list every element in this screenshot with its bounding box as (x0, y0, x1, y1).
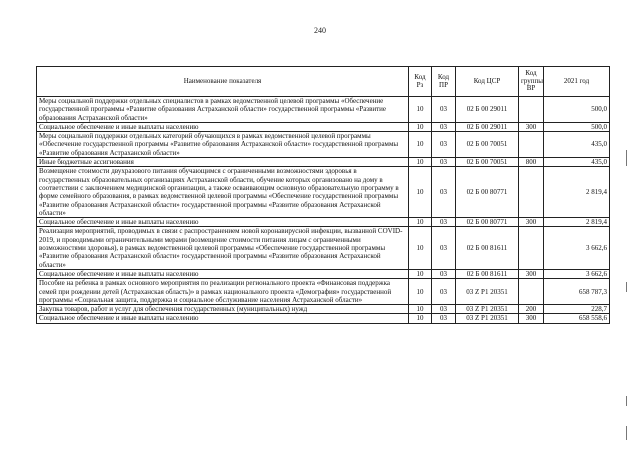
row-rz: 10 (409, 227, 432, 269)
row-rz: 10 (409, 269, 432, 278)
page-number: 240 (314, 26, 326, 35)
row-csr: 02 Б 00 81611 (456, 269, 519, 278)
row-csr: 02 Б 00 29011 (456, 122, 519, 131)
row-rz: 10 (409, 167, 432, 218)
row-name: Пособие на ребенка в рамках основного мероприятия по реализации регионального проекта «Финансовая поддержка семей при рождении детей (Астраханская область)» в рамках национального проекта «Демография» государственной программы «Социальная защита, поддержка и социальное обслуживание населения Астраханской области» (37, 279, 409, 305)
row-vr (519, 227, 544, 269)
table-row (37, 227, 610, 269)
row-rz: 10 (409, 279, 432, 305)
row-name: Возмещение стоимости двухразового питания обучающимся с ограниченными возможностями здоровья в государственных образовательных организациях Астраханской области, обучение которых организовано на дому в соответствии с заключением медицинской организации, а также осваивающим основную образовательную программу в форме семейного образования, в рамках ведомственной целевой программы «Обеспечение государственной программы «Развитие образования Астраханской области» государственной программы «Развитие образования Астраханской области» (37, 167, 409, 218)
row-vr: 300 (519, 218, 544, 227)
table-row (37, 314, 610, 323)
row-csr: 02 Б 00 81611 (456, 227, 519, 269)
row-pr: 03 (432, 227, 456, 269)
row-name: Социальное обеспечение и иные выплаты населению (37, 122, 409, 131)
row-csr: 03 Z P1 20351 (456, 305, 519, 314)
row-amount: 2 819,4 (544, 167, 610, 218)
row-pr: 03 (432, 314, 456, 323)
row-name: Закупка товаров, работ и услуг для обеспечения государственных (муниципальных) нужд (37, 305, 409, 314)
row-vr (519, 279, 544, 305)
row-rz: 10 (409, 305, 432, 314)
row-pr: 03 (432, 122, 456, 131)
table-row (37, 269, 610, 278)
row-csr: 02 Б 00 70051 (456, 158, 519, 167)
row-name: Иные бюджетные ассигнования (37, 158, 409, 167)
row-name: Реализация мероприятий, проводимых в связи с распространением новой коронавирусной инфекции, вызванной COVID-2019, и проводимыми ограничительными мерами (возмещение стоимости питания лицам с ограниченными возможностями здоровья), в рамках ведомственной целевой программы «Обеспечение государственной программы «Развитие образования Астраханской области» государственной программы «Развитие образования Астраханской области» (37, 227, 409, 269)
row-amount: 500,0 (544, 97, 610, 123)
row-csr: 03 Z P1 20351 (456, 279, 519, 305)
row-amount: 2 819,4 (544, 218, 610, 227)
budget-table (36, 66, 610, 324)
row-vr: 300 (519, 122, 544, 131)
row-amount: 658 787,3 (544, 279, 610, 305)
row-amount: 658 558,6 (544, 314, 610, 323)
header-vr: Код группы ВР (519, 67, 544, 97)
table-row (37, 132, 610, 158)
row-rz: 10 (409, 132, 432, 158)
row-pr: 03 (432, 132, 456, 158)
table-row (37, 122, 610, 131)
row-pr: 03 (432, 269, 456, 278)
table-row (37, 167, 610, 218)
row-csr: 02 Б 00 70051 (456, 132, 519, 158)
row-vr (519, 97, 544, 123)
row-amount: 435,0 (544, 158, 610, 167)
row-name: Социальное обеспечение и иные выплаты населению (37, 314, 409, 323)
row-vr: 200 (519, 305, 544, 314)
table-row (37, 305, 610, 314)
header-csr: Код ЦСР (456, 67, 519, 97)
row-amount: 228,7 (544, 305, 610, 314)
row-pr: 03 (432, 158, 456, 167)
scan-edge-mark (626, 426, 627, 440)
row-vr (519, 167, 544, 218)
row-rz: 10 (409, 218, 432, 227)
row-amount: 3 662,6 (544, 269, 610, 278)
row-pr: 03 (432, 305, 456, 314)
row-rz: 10 (409, 97, 432, 123)
row-pr: 03 (432, 167, 456, 218)
row-vr: 300 (519, 314, 544, 323)
row-csr: 02 Б 00 80771 (456, 218, 519, 227)
row-csr: 03 Z P1 20351 (456, 314, 519, 323)
table-row (37, 279, 610, 305)
header-pr: Код ПР (432, 67, 456, 97)
row-name: Социальное обеспечение и иные выплаты населению (37, 269, 409, 278)
scan-edge-mark (626, 150, 627, 166)
header-name: Наименование показателя (37, 67, 409, 97)
row-rz: 10 (409, 314, 432, 323)
header-rz: Код Рз (409, 67, 432, 97)
row-name: Меры социальной поддержки отдельных специалистов в рамках ведомственной целевой программы «Обеспечение государственной программы «Развитие образования Астраханской области» государственной программы «Развитие образования Астраханской области» (37, 97, 409, 123)
row-csr: 02 Б 00 29011 (456, 97, 519, 123)
table-row (37, 158, 610, 167)
row-pr: 03 (432, 279, 456, 305)
row-amount: 3 662,6 (544, 227, 610, 269)
row-vr: 800 (519, 158, 544, 167)
row-csr: 02 Б 00 80771 (456, 167, 519, 218)
row-pr: 03 (432, 218, 456, 227)
row-pr: 03 (432, 97, 456, 123)
row-name: Меры социальной поддержки отдельных категорий обучающихся в рамках ведомственной целевой программы «Обеспечение государственной программы «Развитие образования Астраханской области» государственной программы «Развитие образования Астраханской области» (37, 132, 409, 158)
row-amount: 435,0 (544, 132, 610, 158)
row-amount: 500,0 (544, 122, 610, 131)
scan-edge-mark (626, 282, 627, 292)
scan-edge-mark (626, 396, 627, 406)
row-name: Социальное обеспечение и иные выплаты населению (37, 218, 409, 227)
row-vr: 300 (519, 269, 544, 278)
row-rz: 10 (409, 122, 432, 131)
header-year: 2021 год (544, 67, 610, 97)
table-row (37, 218, 610, 227)
table-row (37, 97, 610, 123)
row-vr (519, 132, 544, 158)
row-rz: 10 (409, 158, 432, 167)
table-header-row (37, 67, 610, 97)
